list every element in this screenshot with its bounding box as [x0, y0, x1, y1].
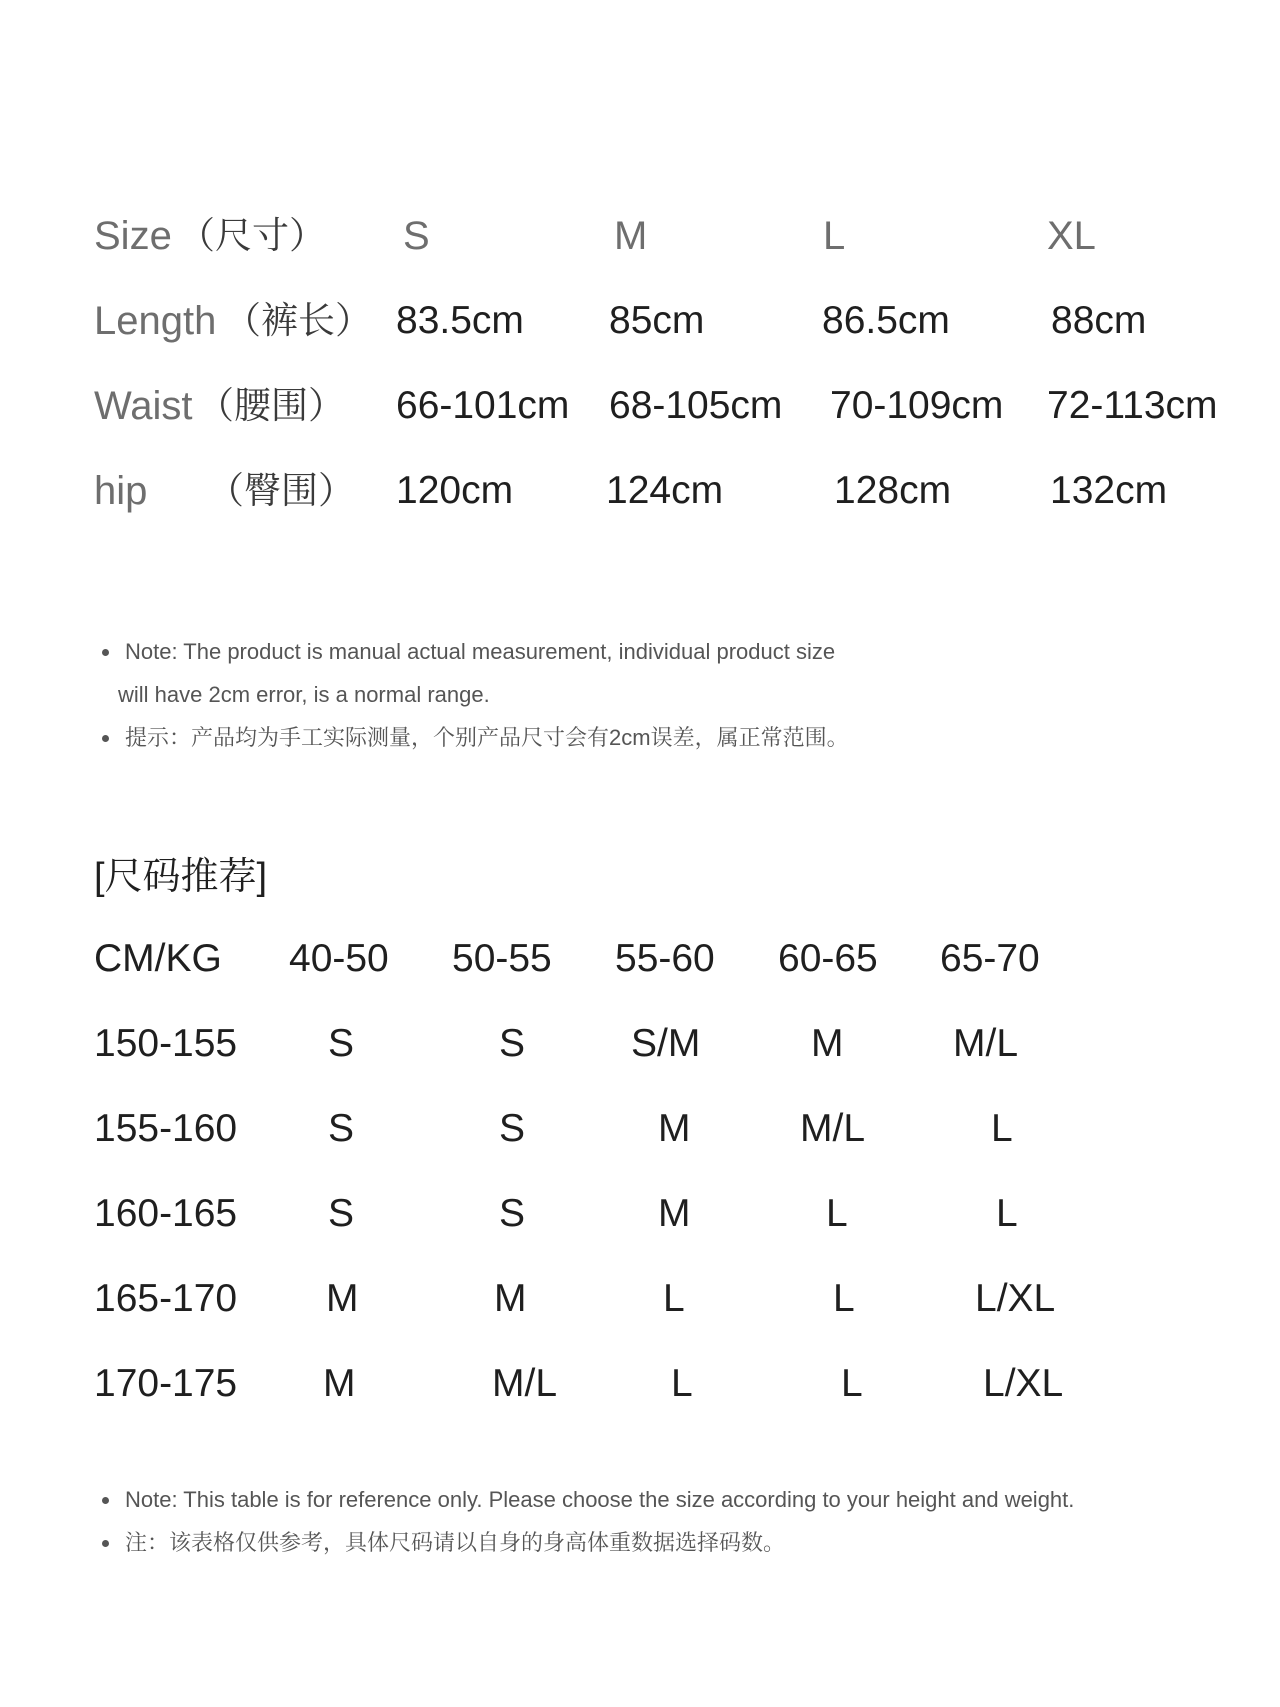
- rec-cell: M: [494, 1277, 527, 1320]
- note-cn: 提示：产品均为手工实际测量，个别产品尺寸会有2cm误差，属正常范围。: [125, 725, 849, 750]
- bullet-icon: [102, 1540, 109, 1547]
- rec-cell: S: [328, 1107, 355, 1150]
- length-xl: 88cm: [1051, 299, 1147, 342]
- waist-s: 66-101cm: [396, 384, 570, 427]
- rec-cell: S: [499, 1107, 526, 1150]
- rec-cell: S: [328, 1022, 355, 1065]
- rec-header-weight: 65-70: [940, 937, 1040, 980]
- size-header-m: M: [614, 214, 648, 258]
- size-header-xl: XL: [1047, 214, 1096, 258]
- rec-cell: M: [658, 1192, 691, 1235]
- note-en-line2: will have 2cm error, is a normal range.: [118, 682, 490, 707]
- rec-row-height: 150-155: [94, 1022, 238, 1065]
- length-m: 85cm: [609, 299, 705, 342]
- bullet-icon: [102, 735, 109, 742]
- rec-cell: S/M: [631, 1022, 701, 1065]
- size-label: Size: [94, 214, 172, 258]
- hip-m: 124cm: [606, 469, 724, 512]
- size-label-cn: （尺寸）: [178, 215, 326, 256]
- rec-cell: L: [826, 1192, 848, 1235]
- waist-m: 68-105cm: [609, 384, 783, 427]
- bullet-icon: [102, 649, 109, 656]
- rec-cell: L: [996, 1192, 1018, 1235]
- length-s: 83.5cm: [396, 299, 524, 342]
- rec-cell: L/XL: [983, 1362, 1064, 1405]
- size-header-s: S: [403, 214, 430, 258]
- hip-label: hip: [94, 469, 148, 513]
- rec-cell: M: [323, 1362, 356, 1405]
- waist-label: Waist: [94, 384, 193, 428]
- rec-cell: M/L: [800, 1107, 866, 1150]
- length-l: 86.5cm: [822, 299, 950, 342]
- rec-header-weight: 50-55: [452, 937, 552, 980]
- rec-header-weight: 60-65: [778, 937, 878, 980]
- note2-en: Note: This table is for reference only. Please choose the size according to your height and weight.: [125, 1487, 1075, 1512]
- rec-cell: M: [658, 1107, 691, 1150]
- rec-cell: M: [326, 1277, 359, 1320]
- hip-l: 128cm: [834, 469, 952, 512]
- waist-xl: 72-113cm: [1047, 384, 1218, 427]
- rec-cell: L: [991, 1107, 1013, 1150]
- rec-cell: S: [499, 1192, 526, 1235]
- rec-header-weight: 40-50: [289, 937, 389, 980]
- rec-row-height: 155-160: [94, 1107, 238, 1150]
- waist-l: 70-109cm: [830, 384, 1004, 427]
- rec-header-weight: 55-60: [615, 937, 715, 980]
- rec-cell: L: [671, 1362, 693, 1405]
- rec-row-height: 170-175: [94, 1362, 238, 1405]
- note-en-line1: Note: The product is manual actual measurement, individual product size: [125, 639, 836, 664]
- hip-s: 120cm: [396, 469, 514, 512]
- note2-cn: 注：该表格仅供参考，具体尺码请以自身的身高体重数据选择码数。: [125, 1530, 786, 1555]
- size-header-l: L: [823, 214, 846, 258]
- length-label-cn: （裤长）: [224, 300, 372, 341]
- rec-cell: L: [663, 1277, 685, 1320]
- rec-row-height: 165-170: [94, 1277, 238, 1320]
- length-label: Length: [94, 299, 217, 343]
- rec-cell: M/L: [953, 1022, 1019, 1065]
- bullet-icon: [102, 1497, 109, 1504]
- hip-xl: 132cm: [1050, 469, 1168, 512]
- rec-cell: L: [833, 1277, 855, 1320]
- rec-cell: M: [811, 1022, 844, 1065]
- hip-label-cn: （臀围）: [207, 470, 355, 511]
- waist-label-cn: （腰围）: [197, 385, 345, 426]
- rec-row-height: 160-165: [94, 1192, 238, 1235]
- rec-header-cmkg: CM/KG: [94, 937, 222, 980]
- rec-cell: M/L: [492, 1362, 558, 1405]
- rec-cell: L/XL: [975, 1277, 1056, 1320]
- rec-cell: S: [499, 1022, 526, 1065]
- recommend-title: [尺码推荐]: [94, 856, 268, 898]
- rec-cell: L: [841, 1362, 863, 1405]
- rec-cell: S: [328, 1192, 355, 1235]
